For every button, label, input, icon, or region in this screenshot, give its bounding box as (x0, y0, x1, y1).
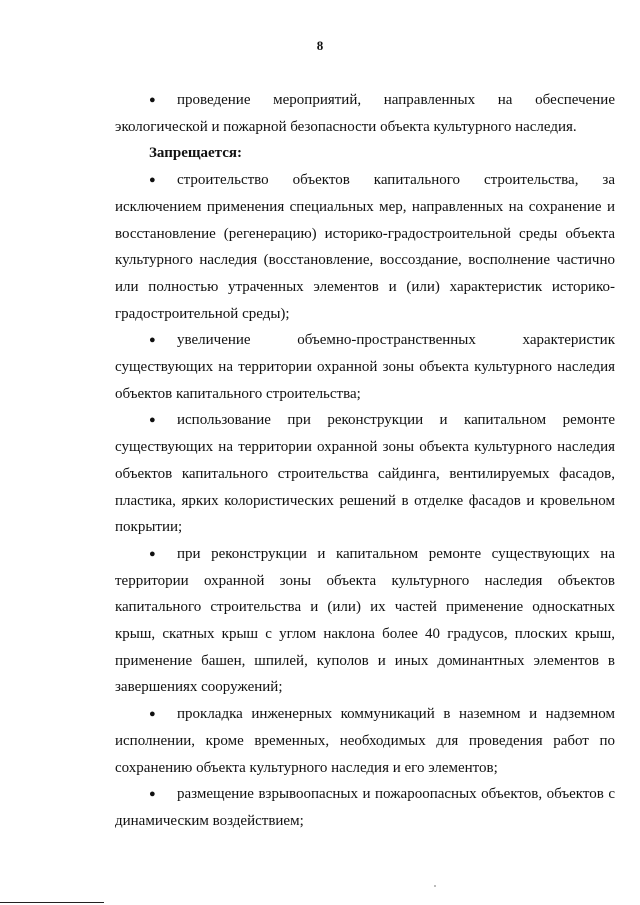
list-item-text: прокладка инженерных коммуникаций в наземном и надземном исполнении, кроме временных, необходимых для проведения работ по сохранению объекта культурного наследия и его элементов; (115, 706, 615, 776)
list-item-text: строительство объектов капитального строительства, за исключением применения специальных мер, направленных на сохранение и восстановление (регенерацию) историко-градостроительной среды объекта культурного наследия (восстановление, воссоздание, восполнение частично или полностью утраченных элементов и (или) характеристик историко-градостроительной среды); (115, 172, 615, 322)
scan-speck (434, 885, 436, 887)
list-item (115, 701, 615, 781)
section-heading: Запрещается: (149, 145, 243, 162)
list-item (115, 541, 615, 701)
list-item (115, 167, 615, 327)
bullet-icon: ● (149, 708, 156, 721)
bullet-icon: ● (149, 414, 156, 427)
list-item (115, 87, 615, 140)
bullet-icon: ● (149, 547, 156, 560)
bullet-icon: ● (149, 94, 156, 106)
document-body (115, 87, 615, 835)
footer-rule (0, 902, 104, 903)
list-item-text: увеличение объемно-пространственных характеристик существующих на территории охранной зоны объекта культурного наследия объектов капитального строительства; (115, 332, 615, 402)
list-item-text: размещение взрывоопасных и пожароопасных объектов, объектов с динамическим воздействием; (115, 786, 615, 829)
page-number: 8 (316, 38, 324, 53)
bullet-icon: ● (149, 788, 156, 801)
list-item (115, 407, 615, 541)
bullet-icon: ● (149, 334, 156, 347)
bullet-icon: ● (149, 174, 156, 187)
list-item-text: проведение мероприятий, направленных на обеспечение экологической и пожарной безопасности объекта культурного наследия. (115, 92, 615, 135)
list-item-text: использование при реконструкции и капитальном ремонте существующих на территории охранной зоны объекта культурного наследия объектов капитального строительства сайдинга, вентилируемых фасадов, пластика, ярких колористических решений в отделке фасадов и кровельном покрытии; (115, 412, 615, 536)
list-item (115, 781, 615, 834)
list-item (115, 327, 615, 407)
list-item-text: при реконструкции и капитальном ремонте существующих на территории охранной зоны объекта культурного наследия объектов капитального строительства и (или) их частей применение односкатных крыш, скатных крыш с углом наклона более 40 градусов, плоских крыш, применение башен, шпилей, куполов и иных доминантных элементов в завершениях сооружений; (115, 545, 615, 696)
